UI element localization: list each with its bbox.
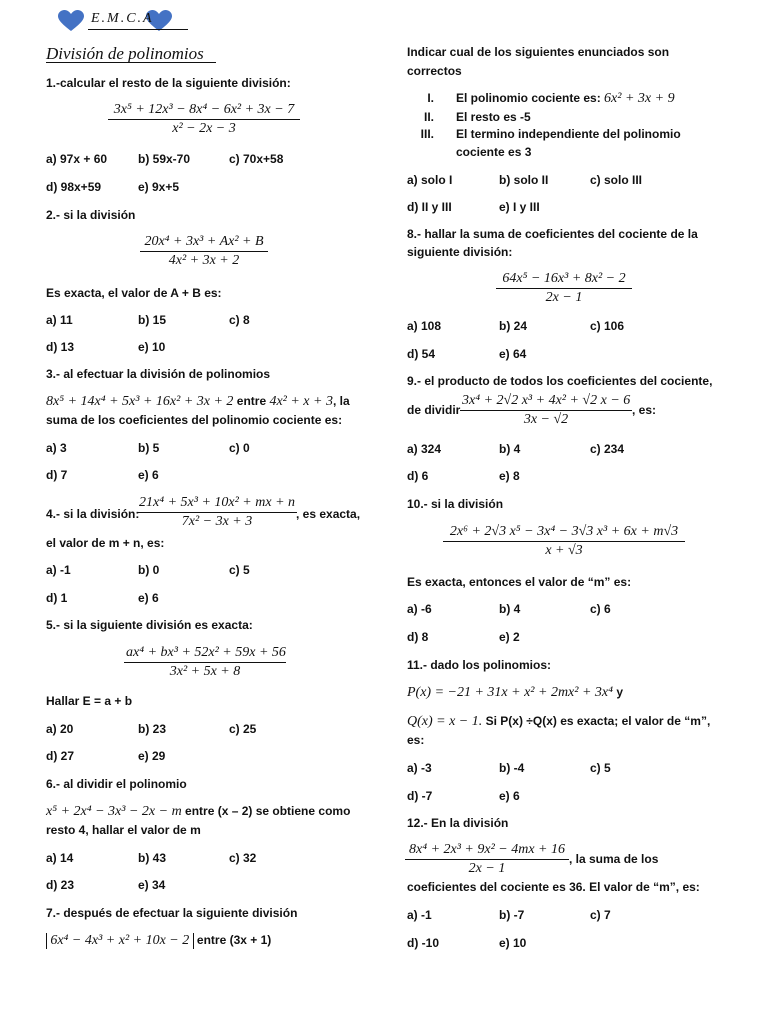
q7-tail: entre (3x + 1) [193,933,272,948]
q3-dividend: 8x⁵ + 14x⁴ + 5x³ + 16x² + 3x + 2 [46,394,234,409]
q1-prompt: 1.-calcular el resto de la siguiente división: [46,76,291,90]
q1-option-b[interactable]: b) 59x-70 [138,152,191,166]
statement-1-number: I. [427,91,434,105]
q6-prompt: 6.- al dividir el polinomio [46,777,187,791]
q8-prompt: 8.- hallar la suma de coeficientes del cociente de la [407,227,698,241]
q4-option-d[interactable]: d) 1 [46,591,68,605]
q2-option-b[interactable]: b) 15 [138,313,167,327]
statement-1-math: 6x² + 3x + 9 [604,91,675,106]
q11-option-e[interactable]: e) 6 [499,789,520,803]
q5-option-a[interactable]: a) 20 [46,722,74,736]
q5-option-c[interactable]: c) 25 [229,722,257,736]
q8-numerator: 64x⁵ − 16x³ + 8x² − 2 [496,271,632,289]
q8-option-b[interactable]: b) 24 [499,319,528,333]
q5-option-b[interactable]: b) 23 [138,722,167,736]
q11-p-tail: y [613,685,624,699]
q2-after: Es exacta, el valor de A + B es: [46,286,222,300]
q10-option-d[interactable]: d) 8 [407,630,429,644]
q10-numerator: 2x⁶ + 2√3 x⁵ − 3x⁴ − 3√3 x³ + 6x + m√3 [443,524,685,542]
q10-fraction [443,524,685,559]
q11-line3: es: [407,733,425,747]
q5-option-d[interactable]: d) 27 [46,749,75,763]
statement-3-text-2: cociente es 3 [456,145,532,159]
q4-numerator: 21x⁴ + 5x³ + 10x² + mx + n [137,495,297,513]
q7-option-a[interactable]: a) solo I [407,173,453,187]
abs-bar-left [46,933,47,949]
q10-option-e[interactable]: e) 2 [499,630,520,644]
q9-numerator: 3x⁴ + 2√2 x³ + 4x² + √2 x − 6 [460,393,632,411]
q12-denominator: 2x − 1 [468,861,506,876]
q12-line2: coeficientes del cociente es 36. El valor de “m”, es: [407,880,700,894]
q3-option-a[interactable]: a) 3 [46,441,67,455]
q12-numerator: 8x⁴ + 2x³ + 9x² − 4mx + 16 [405,842,569,860]
q9-denominator: 3x − √2 [523,412,569,427]
q8-denominator: 2x − 1 [545,290,583,305]
q11-p-polynomial: P(x) = −21 + 31x + x² + 2mx² + 3x⁴ [407,685,614,700]
q2-option-d[interactable]: d) 13 [46,340,75,354]
q3-line1 [46,394,350,410]
q5-fraction [124,645,286,680]
q7-line1 [46,933,271,949]
q1-option-c[interactable]: c) 70x+58 [229,152,284,166]
q6-option-e[interactable]: e) 34 [138,878,166,892]
q7-option-b[interactable]: b) solo II [499,173,549,187]
q8-option-e[interactable]: e) 64 [499,347,527,361]
q11-option-a[interactable]: a) -3 [407,761,432,775]
q2-prompt: 2.- si la división [46,208,136,222]
q4-denominator: 7x² − 3x + 3 [181,514,253,529]
q10-option-b[interactable]: b) 4 [499,602,521,616]
q7-polynomial: 6x⁴ − 4x³ + x² + 10x − 2 [50,933,190,949]
q11-option-b[interactable]: b) -4 [499,761,525,775]
q3-between: entre [233,394,270,408]
q10-after: Es exacta, entonces el valor de “m” es: [407,575,632,589]
q11-p-line [407,685,623,701]
q7-option-e[interactable]: e) I y III [499,200,540,214]
q9-option-e[interactable]: e) 8 [499,469,520,483]
statement-3-number: III. [420,127,434,141]
q5-after: Hallar E = a + b [46,694,133,708]
q8-prompt-2: siguiente división: [407,245,513,259]
q1-option-e[interactable]: e) 9x+5 [138,180,180,194]
q10-option-c[interactable]: c) 6 [590,602,611,616]
statement-3-text: El termino independiente del polinomio [456,127,681,141]
q6-polynomial: x⁵ + 2x⁴ − 3x³ − 2x − m [46,804,182,819]
q5-denominator: 3x² + 5x + 8 [169,664,241,679]
q1-denominator: x² − 2x − 3 [172,121,236,136]
q6-line2: resto 4, hallar el valor de m [46,823,201,837]
q5-option-e[interactable]: e) 29 [138,749,166,763]
logo-underline [88,29,188,30]
q5-numerator: ax⁴ + bx³ + 52x² + 59x + 56 [124,645,286,663]
q4-option-e[interactable]: e) 6 [138,591,159,605]
page-title: División de polinomios [46,44,204,63]
statement-1-text: El polinomio cociente es: [456,91,601,105]
q3-option-c[interactable]: c) 0 [229,441,250,455]
q6-option-c[interactable]: c) 32 [229,851,257,865]
q9-option-d[interactable]: d) 6 [407,469,429,483]
q9-option-b[interactable]: b) 4 [499,442,521,456]
q11-q-polynomial: Q(x) = x − 1. [407,714,483,729]
heart-left-icon [58,10,84,32]
q9-lead: de dividir [407,403,461,417]
statement-2-number: II. [423,110,434,124]
q12-tail: , la suma de los [569,852,659,866]
q1-option-a[interactable]: a) 97x + 60 [46,152,108,166]
q3-option-b[interactable]: b) 5 [138,441,160,455]
q6-option-a[interactable]: a) 14 [46,851,74,865]
q12-fraction [405,842,569,877]
q3-line2: suma de los coeficientes del polinomio cociente es: [46,413,343,427]
q8-fraction [496,271,632,306]
q8-option-a[interactable]: a) 108 [407,319,442,333]
q6-option-d[interactable]: d) 23 [46,878,75,892]
q3-tail: , la [332,394,350,408]
q11-option-c[interactable]: c) 5 [590,761,611,775]
q8-option-d[interactable]: d) 54 [407,347,436,361]
q1-option-d[interactable]: d) 98x+59 [46,180,102,194]
q2-option-a[interactable]: a) 11 [46,313,73,327]
q10-denominator: x + √3 [545,543,583,558]
q2-denominator: 4x² + 3x + 2 [168,253,240,268]
q3-option-d[interactable]: d) 7 [46,468,68,482]
logo-text: E.M.C.A [91,11,154,26]
q3-divisor: 4x² + x + 3 [269,394,333,409]
q7-prompt: 7.- después de efectuar la siguiente división [46,906,298,920]
q9-option-a[interactable]: a) 324 [407,442,442,456]
q11-option-d[interactable]: d) -7 [407,789,433,803]
q6-tail: entre (x – 2) se obtiene como [181,804,351,818]
q1-fraction [108,102,300,137]
q2-option-e[interactable]: e) 10 [138,340,166,354]
q8-option-c[interactable]: c) 106 [590,319,625,333]
q4-prompt: 4.- si la división: [46,507,140,521]
q11-q-line [407,714,710,730]
q6-option-b[interactable]: b) 43 [138,851,167,865]
q4-tail: , es exacta, [296,507,361,521]
q4-option-c[interactable]: c) 5 [229,563,250,577]
q12-option-d[interactable]: d) -10 [407,936,440,950]
q12-option-b[interactable]: b) -7 [499,908,525,922]
q12-option-a[interactable]: a) -1 [407,908,432,922]
q7-option-c[interactable]: c) solo III [590,173,643,187]
q7-option-d[interactable]: d) II y III [407,200,452,214]
q1-numerator: 3x⁵ + 12x³ − 8x⁴ − 6x² + 3x − 7 [108,102,300,120]
q2-numerator: 20x⁴ + 3x³ + Ax² + B [140,234,268,252]
q9-option-c[interactable]: c) 234 [590,442,625,456]
q10-prompt: 10.- si la división [407,497,504,511]
q4-line2: el valor de m + n, es: [46,536,165,550]
q9-tail: , es: [632,403,657,417]
q12-prompt: 12.- En la división [407,816,509,830]
q12-option-c[interactable]: c) 7 [590,908,611,922]
q3-prompt: 3.- al efectuar la división de polinomios [46,367,271,381]
q9-prompt: 9.- el producto de todos los coeficientes del cociente, [407,374,713,388]
q4-option-b[interactable]: b) 0 [138,563,160,577]
q4-option-a[interactable]: a) -1 [46,563,71,577]
q2-fraction [140,234,268,269]
q12-option-e[interactable]: e) 10 [499,936,527,950]
q5-prompt: 5.- si la siguiente división es exacta: [46,618,253,632]
q11-prompt: 11.- dado los polinomios: [407,658,552,672]
title-underline [46,62,216,63]
q7-intro-line2: correctos [407,64,462,78]
q4-fraction [137,495,297,530]
q6-line1 [46,804,350,820]
q10-option-a[interactable]: a) -6 [407,602,432,616]
q7-intro-line1: Indicar cual de los siguientes enunciados son [407,45,670,59]
q9-fraction [460,393,632,428]
q3-option-e[interactable]: e) 6 [138,468,159,482]
q11-q-tail: Si P(x) ÷Q(x) es exacta; el valor de “m”, [482,714,711,728]
q2-option-c[interactable]: c) 8 [229,313,250,327]
statement-2-text: El resto es -5 [456,110,531,124]
